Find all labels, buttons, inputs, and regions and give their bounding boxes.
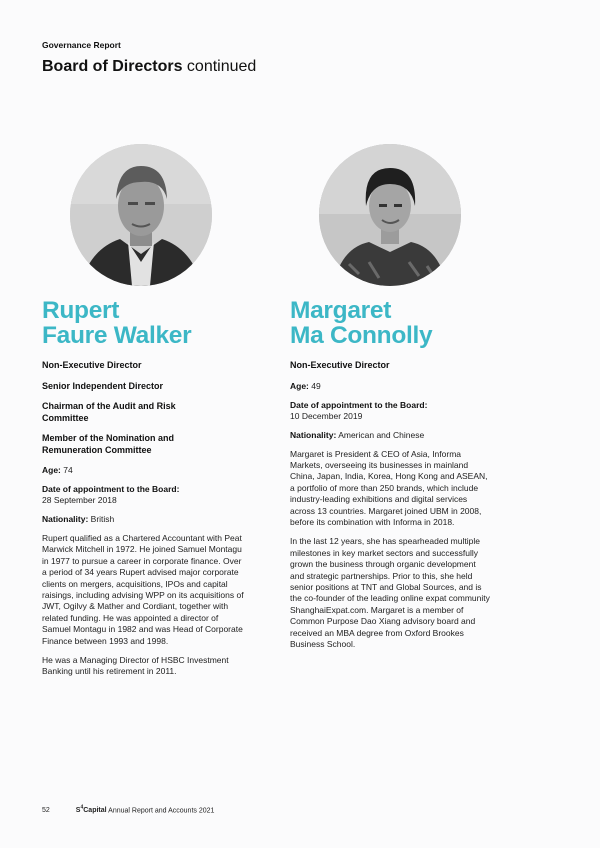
footer-doc-title: Annual Report and Accounts 2021 [108,807,215,815]
margaret-profile [290,298,490,658]
rupert-bio-1: Rupert qualified as a Chartered Accountant with Peat Marwick Mitchell in 1972. He joined Samuel Montagu in 1977 to pursue a career in corporate finance. Over a period of 34 years Rupert advised major corporate clients on mergers, acquisitions, IPOs and capital raisings, including advising WPP on its acquisitions of JWT, Ogilvy & Mather and Cordiant, together with related funding. He was appointed a director of Samuel Montagu in 1982 and was Head of Corporate Finance between 1993 and 1998. [42,533,244,646]
rupert-role-1: Non-Executive Director [42,360,142,370]
rupert-role-2: Senior Independent Director [42,380,164,391]
margaret-appointment-value: 10 December 2019 [290,410,363,421]
rupert-role-4: Member of the Nomination and Remuneration Committee [42,433,175,455]
margaret-appointment-label: Date of appointment to the Board: [290,399,428,410]
rupert-age-value: 74 [63,465,73,475]
rupert-nationality-value: British [90,514,115,524]
page-footer [42,805,214,814]
margaret-nationality-value: American and Chinese [338,429,425,440]
margaret-name-line2: Ma Connolly [290,322,433,349]
rupert-bio-2: He was a Managing Director of HSBC Investment Banking until his retirement in 2011. [42,655,229,677]
margaret-name [290,298,490,348]
margaret-role-1: Non-Executive Director [290,360,390,370]
margaret-bio-2: In the last 12 years, she has spearheaded multiple milestones in key market sectors and successfully grown the business through organic development and strategic partnerships. Prior to this, she held senior positions at TNT and Global Sources, and is the co-founder of the leading online expat community ShanghaiExpat.com. Margaret is a member of Common Purpose Dao Xiang advisory board and received an MBA degree from Oxford Brookes Business School. [290,536,490,649]
margaret-age [290,381,490,392]
rupert-appointment-value: 28 September 2018 [42,495,117,505]
section-label: Governance Report [42,40,121,50]
rupert-age-label: Age: [42,465,61,475]
margaret-age-value: 49 [311,380,321,391]
rupert-nationality-label: Nationality: [42,514,89,524]
rupert-nationality [42,514,262,525]
page-title [42,58,256,76]
margaret-appointment [290,400,490,422]
rupert-name-line1: Rupert [42,297,120,324]
rupert-portrait-photo [70,144,212,286]
page-title-continued: continued [186,58,257,75]
rupert-name-line2: Faure Walker [42,322,192,349]
brand-logo: $S^4Capital$ [75,805,107,815]
rupert-age [42,465,262,476]
footer-doc-label [76,805,215,814]
rupert-name [42,298,262,348]
margaret-bio-1: Margaret is President & CEO of Asia, Informa Markets, overseeing its businesses in mainland China, Japan, India, Korea, Hong Kong and ASEAN, a portfolio of more than 250 brands, which include industry-leading exhibitions and digital services across 13 countries. Margaret joined UBM in 2008, before its combination with Informa in 2018. [290,448,488,527]
rupert-appointment-label: Date of appointment to the Board: [42,484,180,494]
rupert-appointment [42,484,262,506]
rupert-profile [42,298,262,686]
margaret-name-line1: Margaret [290,297,392,324]
margaret-portrait-photo [319,144,461,286]
margaret-nationality-label: Nationality: [290,429,337,440]
margaret-nationality [290,430,490,441]
margaret-age-label: Age: [290,380,309,391]
page-title-main: Board of Directors [42,58,183,75]
rupert-role-3: Chairman of the Audit and Risk Committee [42,401,176,423]
page-number: 52 [42,807,50,815]
